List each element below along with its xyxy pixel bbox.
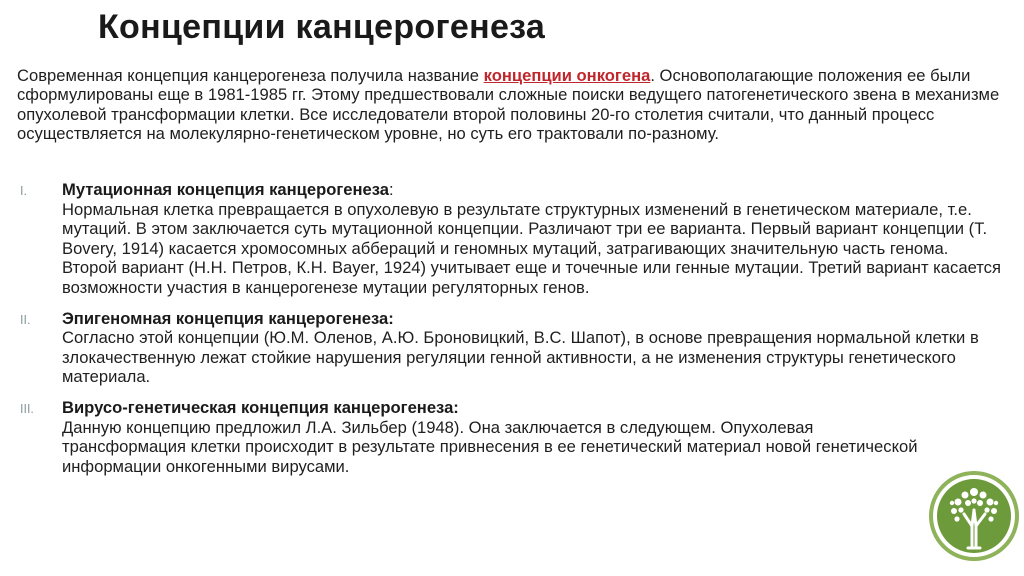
list-marker: I.: [20, 184, 27, 198]
list-item-title: Эпигеномная концепция канцерогенеза:: [62, 308, 394, 328]
list-item: [17, 309, 1002, 387]
list-item-heading: [62, 180, 1002, 200]
list-item-text: Согласно этой концепции (Ю.М. Оленов, А.Ю. Броновицкий, В.С. Шапот), в основе превращения нормальной клетки в злокачественную лежат стойкие нарушения регуляции генной активности, а не изменения структуры генетического материала.: [62, 328, 979, 387]
intro-text-start: Современная концепция канцерогенеза получила название: [17, 66, 484, 85]
list-item-text: Данную концепцию предложил Л.А. Зильбер (1948). Она заключается в следующем. Опухолевая трансформация клетки происходит в результате привнесения в ее генетический материал новой генетической информации онкогенными вирусами.: [62, 417, 918, 476]
tree-icon: [928, 470, 1020, 562]
list-item-title: Вирусо-генетическая концепция канцерогенеза:: [62, 397, 459, 417]
list-item-title: Мутационная концепция канцерогенеза: [62, 180, 390, 199]
list-item-heading: [62, 398, 1002, 418]
list-marker: III.: [20, 401, 34, 416]
intro-text-end: . Основополагающие положения ее были сформулированы еще в 1981-1985 гг. Этому предшествовали сложные поиски ведущего патогенетического звена в механизме опухолевой трансформации клетки. Все исследователи второй половины 20-го столетия считали, что данный процесс осуществляется на молекулярно-генетическом уровне, но суть его трактовали по-разному.: [17, 66, 1000, 144]
list-item: [17, 180, 1002, 298]
intro-paragraph: [17, 66, 1002, 144]
tree-logo: [928, 470, 1020, 562]
oncogene-concept-highlight: концепции онкогена: [483, 66, 651, 85]
list-item-text: Нормальная клетка превращается в опухолевую в результате структурных изменений в генетическом материале, т.е. мутаций. В этом заключается суть мутационной концепции. Различают три ее варианта. Первый вариант концепции (Т. Bovery, 1914) касается хромосомных аббераций и геномных мутаций, затрагивающих значительную часть генома. Второй вариант (Н.Н. Петров, К.Н. Bayer, 1924) учитывает еще и точечные или генные мутации. Третий вариант касается возможности участия в канцерогенезе мутации регуляторных генов.: [62, 199, 1001, 297]
list-item-title-suffix: :: [389, 180, 394, 199]
concepts-list: [17, 180, 1002, 476]
slide-title: Концепции канцерогенеза: [98, 8, 546, 46]
list-marker: II.: [20, 312, 31, 327]
list-item: [17, 398, 1002, 476]
list-item-heading: [62, 309, 1002, 329]
